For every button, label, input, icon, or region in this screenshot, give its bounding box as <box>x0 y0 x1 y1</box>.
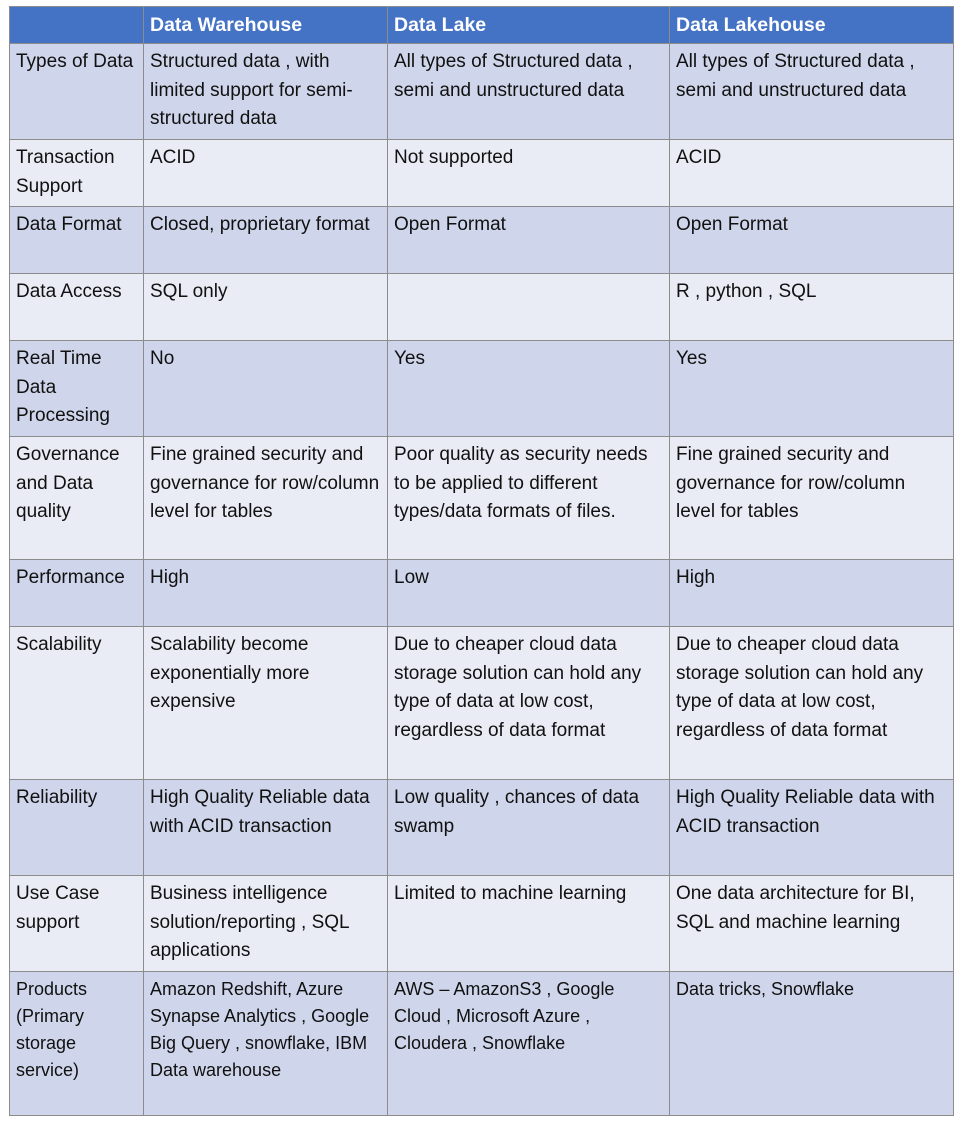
warehouse-cell: High <box>144 560 388 627</box>
lake-cell: Poor quality as security needs to be applied to different types/data formats of files. <box>388 437 670 560</box>
lakehouse-cell: Yes <box>670 341 954 437</box>
lake-cell: Due to cheaper cloud data storage solution can hold any type of data at low cost, regardless of data format <box>388 627 670 780</box>
lakehouse-cell: Data tricks, Snowflake <box>670 972 954 1116</box>
feature-label: Data Access <box>10 274 144 341</box>
row-transaction-support <box>10 140 954 207</box>
lakehouse-cell: High Quality Reliable data with ACID transaction <box>670 780 954 876</box>
lakehouse-cell: High <box>670 560 954 627</box>
feature-label: Products (Primary storage service) <box>10 972 144 1116</box>
lakehouse-cell: Due to cheaper cloud data storage solution can hold any type of data at low cost, regardless of data format <box>670 627 954 780</box>
lakehouse-cell: ACID <box>670 140 954 207</box>
feature-label: Scalability <box>10 627 144 780</box>
lakehouse-cell: One data architecture for BI, SQL and machine learning <box>670 876 954 972</box>
lake-cell: Open Format <box>388 207 670 274</box>
row-use-case-support <box>10 876 954 972</box>
lake-cell <box>388 274 670 341</box>
feature-label: Governance and Data quality <box>10 437 144 560</box>
feature-label: Use Case support <box>10 876 144 972</box>
feature-label: Data Format <box>10 207 144 274</box>
lakehouse-cell: Fine grained security and governance for row/column level for tables <box>670 437 954 560</box>
warehouse-cell: High Quality Reliable data with ACID transaction <box>144 780 388 876</box>
lakehouse-cell: R , python , SQL <box>670 274 954 341</box>
lake-cell: Low quality , chances of data swamp <box>388 780 670 876</box>
warehouse-cell: Structured data , with limited support for semi-structured data <box>144 44 388 140</box>
row-data-access <box>10 274 954 341</box>
feature-label: Performance <box>10 560 144 627</box>
row-scalability <box>10 627 954 780</box>
header-data-lakehouse: Data Lakehouse <box>670 7 954 44</box>
header-row <box>10 7 954 44</box>
lakehouse-cell: Open Format <box>670 207 954 274</box>
feature-label: Types of Data <box>10 44 144 140</box>
header-feature <box>10 7 144 44</box>
warehouse-cell: Business intelligence solution/reporting , SQL applications <box>144 876 388 972</box>
feature-label: Reliability <box>10 780 144 876</box>
lake-cell: AWS – AmazonS3 , Google Cloud , Microsoft Azure , Cloudera , Snowflake <box>388 972 670 1116</box>
row-performance <box>10 560 954 627</box>
warehouse-cell: Scalability become exponentially more expensive <box>144 627 388 780</box>
row-types-of-data <box>10 44 954 140</box>
row-data-format <box>10 207 954 274</box>
lake-cell: Yes <box>388 341 670 437</box>
lake-cell: Not supported <box>388 140 670 207</box>
row-real-time-processing <box>10 341 954 437</box>
lake-cell: Limited to machine learning <box>388 876 670 972</box>
lake-cell: Low <box>388 560 670 627</box>
row-reliability <box>10 780 954 876</box>
comparison-table <box>9 6 954 1116</box>
warehouse-cell: SQL only <box>144 274 388 341</box>
row-governance <box>10 437 954 560</box>
feature-label: Transaction Support <box>10 140 144 207</box>
header-data-lake: Data Lake <box>388 7 670 44</box>
feature-label: Real Time Data Processing <box>10 341 144 437</box>
lakehouse-cell: All types of Structured data , semi and unstructured data <box>670 44 954 140</box>
warehouse-cell: No <box>144 341 388 437</box>
warehouse-cell: Fine grained security and governance for row/column level for tables <box>144 437 388 560</box>
warehouse-cell: Closed, proprietary format <box>144 207 388 274</box>
row-products <box>10 972 954 1116</box>
header-data-warehouse: Data Warehouse <box>144 7 388 44</box>
lake-cell: All types of Structured data , semi and unstructured data <box>388 44 670 140</box>
warehouse-cell: Amazon Redshift, Azure Synapse Analytics , Google Big Query , snowflake, IBM Data warehouse <box>144 972 388 1116</box>
warehouse-cell: ACID <box>144 140 388 207</box>
